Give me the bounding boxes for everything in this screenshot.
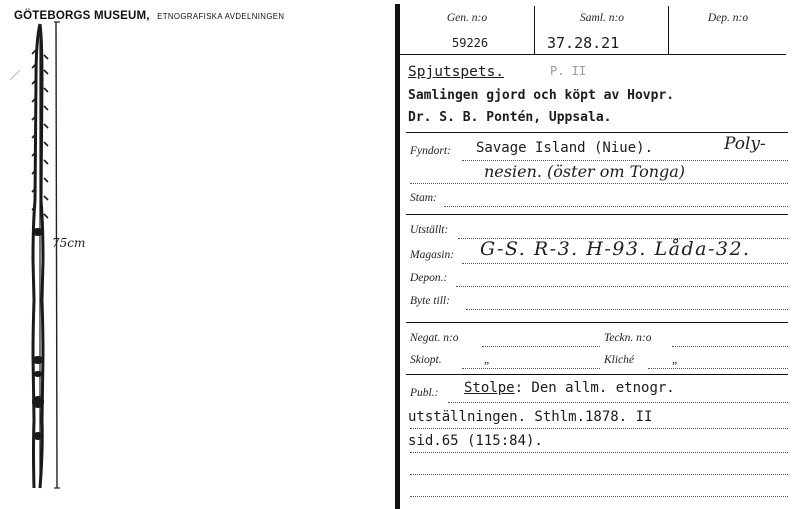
gen-no-value: 59226 [452, 36, 489, 50]
fyndort-label: Fyndort: [410, 145, 451, 157]
negat-label: Negat. n:o [410, 332, 459, 344]
utstallt-label: Utställt: [410, 224, 449, 236]
fyndort-line-2 [410, 183, 788, 184]
depon-label: Depon.: [410, 272, 448, 284]
spear-shaft [33, 24, 43, 488]
publ-line-b [410, 428, 788, 429]
publ-line-1-rest: : Den allm. etnogr. [514, 380, 675, 396]
saml-no-value: 37.28.21 [547, 34, 620, 52]
depon-line [456, 286, 788, 287]
kliche-label: Kliché [604, 354, 635, 366]
byte-till-label: Byte till: [410, 295, 450, 307]
number-row [400, 6, 786, 55]
stam-line [444, 206, 788, 207]
dep-no-cell [668, 6, 787, 54]
paper-marks [10, 70, 120, 175]
measurement-line [54, 22, 60, 488]
department-name: ETNOGRAFISKA AVDELNINGEN [157, 12, 285, 21]
kliche-line [648, 368, 788, 369]
collector-line-1: Samlingen gjord och köpt av Hovpr. [408, 88, 675, 103]
publ-label: Publ.: [410, 387, 439, 399]
publ-line-1 [464, 380, 675, 396]
byte-till-line [466, 309, 788, 310]
negat-line [482, 346, 600, 347]
museum-name: GÖTEBORGS MUSEUM, [14, 10, 150, 22]
magasin-line [462, 263, 788, 264]
publ-line-3: sid.65 (115:84). [408, 433, 543, 449]
publ-author: Stolpe [464, 380, 515, 396]
fyndort-handwritten-1: Poly- [724, 134, 766, 154]
magasin-label: Magasin: [410, 249, 455, 261]
fyndort-line [462, 160, 788, 161]
rule-2 [406, 214, 788, 215]
publ-line-a [448, 402, 788, 403]
rule-1 [406, 132, 788, 133]
publ-line-e [410, 496, 788, 497]
skiopt-line [462, 368, 600, 369]
magasin-value: G-S. R-3. H-93. Låda-32. [480, 238, 751, 260]
saml-no-cell [534, 6, 669, 54]
record-panel [400, 0, 800, 509]
skiopt-label: Skiopt. [410, 354, 442, 366]
fyndort-handwritten-2: nesien. (öster om Tonga) [484, 162, 686, 181]
collector-line-2: Dr. S. B. Pontén, Uppsala. [408, 110, 612, 125]
rule-4 [406, 374, 788, 375]
publ-line-d [410, 474, 788, 475]
rule-3 [406, 322, 788, 323]
dep-no-label: Dep. n:o [707, 12, 749, 24]
object-title: Spjutspets. [408, 64, 505, 80]
kliche-ditto: „ [672, 354, 679, 366]
teckn-line [672, 346, 788, 347]
fyndort-typed: Savage Island (Niue). [476, 140, 654, 156]
publ-line-2: utställningen. Sthlm.1878. II [408, 409, 653, 425]
teckn-label: Teckn. n:o [604, 332, 652, 344]
gen-no-label: Gen. n:o [446, 12, 488, 24]
gen-no-cell [400, 6, 534, 54]
saml-no-label: Saml. n:o [579, 12, 625, 24]
publ-line-c [410, 452, 788, 453]
stam-label: Stam: [410, 192, 437, 204]
length-measurement: 75cm [52, 236, 86, 250]
spear-drawing [0, 0, 120, 509]
skiopt-ditto: „ [484, 354, 491, 366]
object-title-faint: P. II [550, 64, 587, 78]
